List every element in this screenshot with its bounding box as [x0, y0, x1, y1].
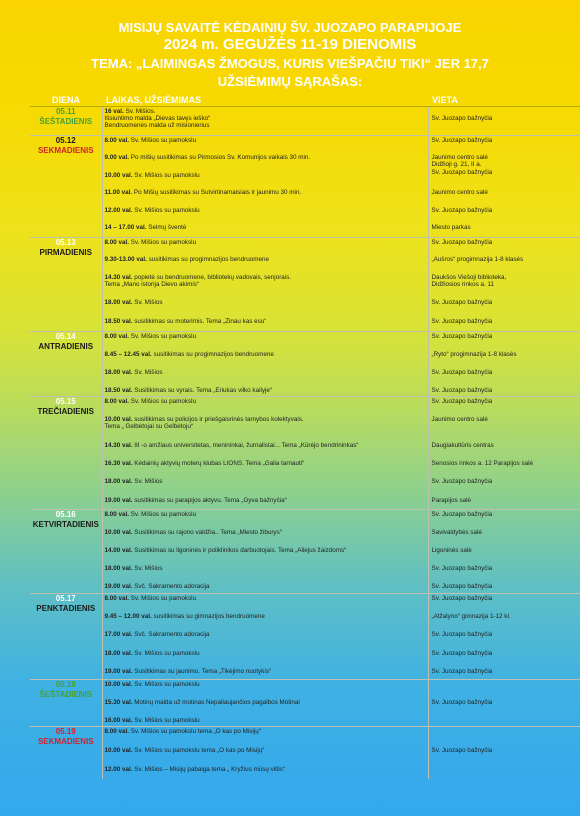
- venue-cell: [428, 727, 580, 780]
- activity-text: susitikimas su progimnazijos bendruomene: [148, 256, 270, 263]
- activity-time: 19.00 val.: [104, 497, 133, 504]
- activity-line: [103, 478, 163, 486]
- day-cell: [30, 510, 102, 594]
- activity-text: Šv. Mišios – Misijų pabaiga tema „ Kryžius mūsų viltis“: [134, 766, 285, 773]
- activity-text: susitikimas su gimnazijos bendruomene: [153, 613, 265, 620]
- activity-time: 16 val.: [104, 108, 124, 115]
- activity-text: Po Mišių susitikimas su Sutvirtinamaisiais ir jaunimu 30 min.: [133, 189, 302, 196]
- activity-cell: [102, 594, 428, 680]
- venue-text: Jaunimo centro salė: [431, 154, 488, 161]
- venue-text: Senosios rinkos a. 12 Parapijos salė: [431, 460, 534, 467]
- activity-line: [103, 631, 210, 639]
- day-date: 05.17: [55, 594, 76, 603]
- activity-cell: [102, 238, 428, 332]
- activity-line: [103, 766, 285, 774]
- activity-text: Išsiuntimo malda „Dievas tavęs ieško“: [104, 115, 211, 122]
- activity-line: [103, 224, 187, 232]
- activity-time: 8.45 – 12.45 val.: [104, 351, 152, 358]
- venue-text: Ligoninės salė: [431, 547, 472, 554]
- day-cell: [30, 397, 102, 510]
- activity-text: Susitikimas su rajono valdžia.. Tema „Miesto žiburys“: [134, 529, 282, 536]
- day-cell: [30, 727, 102, 780]
- activity-time: 8.00 val.: [104, 137, 130, 144]
- day-row: [30, 727, 580, 780]
- header-list-title: UŽSIĖMIMŲ SĄRAŠAS:: [217, 74, 363, 89]
- venue-cell: [428, 680, 580, 727]
- day-name: ŠEŠTADIENIS: [39, 690, 93, 699]
- activity-time: 19.00 val.: [104, 668, 133, 675]
- activity-time: 8.00 val.: [104, 239, 130, 246]
- activity-time: 8.00 val.: [104, 595, 130, 602]
- schedule-table: [30, 94, 580, 779]
- venue-text: Šv. Juozapo bažnyčia: [431, 478, 493, 485]
- activity-time: 9.45 – 12.00 val.: [104, 613, 152, 620]
- activity-time: 10.00 val.: [104, 747, 133, 754]
- activity-line: [103, 189, 302, 197]
- day-row: [30, 107, 580, 136]
- activity-cell: [102, 397, 428, 510]
- activity-text: Šv. Mišios su pamokslu: [130, 333, 197, 340]
- activity-time: 19.00 val.: [104, 583, 133, 590]
- activity-line: [103, 369, 163, 377]
- day-date: 05.12: [55, 136, 76, 145]
- activity-time: 14.30 val.: [104, 442, 133, 449]
- activity-time: 12.00 val.: [104, 207, 133, 214]
- venue-text: Didžioji g. 21, II a.: [431, 161, 482, 168]
- venue-text: Šv. Juozapo bažnyčia: [431, 511, 493, 518]
- venue-cell: [428, 594, 580, 680]
- venue-text: Daukšos Viešoji biblioteka,: [431, 274, 507, 281]
- day-name: SEKMADIENIS: [37, 146, 94, 155]
- activity-text: Šv. Mišios su pamokslu: [130, 595, 197, 602]
- venue-text: Šv. Juozapo bažnyčia: [431, 137, 493, 144]
- schedule-body: [30, 107, 580, 780]
- column-header-venue: VIETA: [428, 94, 580, 107]
- day-cell: [30, 107, 102, 136]
- venue-cell: [428, 107, 580, 136]
- column-header-activity: LAIKAS, UŽSIĖMIMAS: [102, 94, 428, 107]
- activity-text: Šv. Mišios su pamokslu: [130, 239, 197, 246]
- venue-text: Šv. Juozapo bažnyčia: [431, 299, 493, 306]
- activity-text: Šv. Mišios su pamokslu: [134, 650, 200, 657]
- activity-time: 17.00 val.: [104, 631, 133, 638]
- venue-text: Šv. Juozapo bažnyčia: [431, 239, 493, 246]
- venue-cell: [428, 136, 580, 238]
- venue-text: „Aušros“ progimnazija 1-8 klasės: [431, 256, 524, 263]
- activity-line: [103, 137, 197, 145]
- venue-text: Šv. Juozapo bažnyčia: [431, 699, 493, 706]
- venue-text: Savivaldybės salė: [431, 529, 482, 536]
- activity-time: 14 – 17.00 val.: [104, 224, 147, 231]
- day-name: KETVIRTADIENIS: [32, 520, 99, 529]
- venue-text: Miesto parkas: [431, 224, 471, 231]
- day-date: 05.11: [55, 107, 76, 116]
- day-name: ANTRADIENIS: [38, 342, 94, 351]
- activity-cell: [102, 136, 428, 238]
- day-cell: [30, 238, 102, 332]
- activity-text: Šv. Mišios su pamokslu: [134, 207, 200, 214]
- venue-text: Šv. Juozapo bažnyčia: [431, 387, 493, 394]
- activity-text: Šv. Mišios su pamokslu tema „O kas po Misijų“: [134, 747, 265, 754]
- activity-time: 14.00 val.: [104, 547, 133, 554]
- activity-time: 18.00 val.: [104, 565, 133, 572]
- day-date: 05.18: [55, 680, 76, 689]
- activity-line: [103, 460, 305, 468]
- day-name: TREČIADIENIS: [37, 407, 94, 416]
- activity-time: 8.00 val.: [104, 728, 130, 735]
- activity-line: [103, 154, 311, 162]
- activity-time: 10.00 val.: [104, 681, 133, 688]
- activity-line: [103, 547, 347, 555]
- activity-text: Šv. Mišios su pamokslu: [130, 398, 197, 405]
- day-row: [30, 238, 580, 332]
- day-date: 05.19: [55, 727, 76, 736]
- activity-text: Šv. Mišios.: [125, 108, 156, 115]
- activity-line: [103, 511, 197, 519]
- day-row: [30, 136, 580, 238]
- activity-time: 10.00 val.: [104, 416, 133, 423]
- activity-time: 18.50 val.: [104, 387, 133, 394]
- activity-line: [103, 172, 200, 180]
- venue-text: „Ryto“ progimnazija 1-8 klasės: [431, 351, 517, 358]
- venue-cell: [428, 332, 580, 397]
- venue-text: Šv. Juozapo bažnyčia: [431, 169, 493, 176]
- day-row: [30, 510, 580, 594]
- activity-line: [103, 595, 197, 603]
- activity-time: 9.30-13.00 val.: [104, 256, 147, 263]
- activity-text: Šv. Mišios su pamokslu: [130, 137, 197, 144]
- venue-text: Šv. Juozapo bažnyčia: [431, 650, 493, 657]
- activity-line: [103, 681, 200, 689]
- activity-text: Motinų malda už motinas Nepaliaujančios pagalbos Motinai: [134, 699, 300, 706]
- day-name: PIRMADIENIS: [39, 248, 92, 257]
- day-date: 05.14: [55, 332, 76, 341]
- activity-line: [103, 497, 287, 505]
- activity-line: [103, 122, 210, 130]
- venue-text: Didžiosios rinkos a. 11: [431, 281, 495, 288]
- day-cell: [30, 136, 102, 238]
- venue-text: Šv. Juozapo bažnyčia: [431, 747, 493, 754]
- day-date: 05.15: [55, 397, 76, 406]
- activity-time: 18.00 val.: [104, 299, 133, 306]
- activity-text: Bendruomenės malda už misionierius: [104, 122, 210, 129]
- venue-text: Šv. Juozapo bažnyčia: [431, 369, 493, 376]
- activity-text: Šeimų šventė: [148, 224, 187, 231]
- activity-line: [103, 668, 272, 676]
- venue-cell: [428, 397, 580, 510]
- activity-line: [103, 650, 200, 658]
- activity-time: 16.00 val.: [104, 717, 133, 724]
- activity-line: [103, 318, 267, 326]
- activity-time: 10.00 val.: [104, 172, 133, 179]
- venue-cell: [428, 510, 580, 594]
- activity-line: [103, 398, 197, 406]
- activity-text: Šv. Mišios su pamokslu: [134, 681, 200, 688]
- venue-text: Šv. Juozapo bažnyčia: [431, 398, 493, 405]
- activity-cell: [102, 510, 428, 594]
- activity-text: Susitikimas su jaunimu. Tema „Tikėjimo nuotykis“: [134, 668, 272, 675]
- activity-line: [103, 207, 200, 215]
- activity-time: 8.00 val.: [104, 511, 130, 518]
- activity-line: [103, 239, 197, 247]
- activity-line: [103, 529, 282, 537]
- activity-line: [103, 747, 265, 755]
- venue-text: Parapijos salė: [431, 497, 472, 504]
- day-cell: [30, 680, 102, 727]
- day-date: 05.13: [55, 238, 76, 247]
- activity-text: susitikimas su policijos ir priešgaisrinės tarnybos kolektyvais.: [134, 416, 304, 423]
- venue-text: Daugiakultūris centras: [431, 442, 494, 449]
- column-header-day: DIENA: [30, 94, 102, 107]
- activity-time: 10.00 val.: [104, 529, 133, 536]
- activity-line: [103, 613, 265, 621]
- venue-text: „Atžalyno“ gimnazija 1-12 kl.: [431, 613, 511, 620]
- day-row: [30, 397, 580, 510]
- activity-line: [103, 583, 210, 591]
- activity-text: Šv. Mišios su pamokslu: [134, 172, 200, 179]
- activity-time: 14.30 val.: [104, 274, 133, 281]
- venue-text: Šv. Juozapo bažnyčia: [431, 318, 493, 325]
- venue-text: Šv. Juozapo bažnyčia: [431, 333, 493, 340]
- activity-text: Šv. Mišios su pamokslu: [130, 511, 197, 518]
- venue-text: Šv. Juozapo bažnyčia: [431, 565, 493, 572]
- activity-text: Susitikimas su ligoninės ir poliklinikos darbuotojais. Tema „Aliejus žaizdoms“: [134, 547, 347, 554]
- day-name: ŠEŠTADIENIS: [39, 117, 93, 126]
- activity-line: [103, 728, 261, 736]
- venue-text: Šv. Juozapo bažnyčia: [431, 668, 493, 675]
- venue-text: Šv. Juozapo bažnyčia: [431, 631, 493, 638]
- activity-line: [103, 717, 200, 725]
- activity-time: 9.00 val.: [104, 154, 130, 161]
- activity-text: Šv. Mišios: [134, 478, 163, 485]
- activity-text: Švč. Sakramento adoracija: [134, 583, 210, 590]
- day-cell: [30, 332, 102, 397]
- activity-line: [103, 256, 270, 264]
- activity-text: Po mišių susitikimas su Pirmosios Šv. Komunijos vaikais 30 min.: [130, 154, 311, 161]
- activity-text: Šv. Mišios: [134, 299, 163, 306]
- venue-text: Šv. Juozapo bažnyčia: [431, 207, 493, 214]
- activity-cell: [102, 727, 428, 780]
- activity-text: Švč. Sakramento adoracija: [134, 631, 210, 638]
- header-dates: 2024 m. GEGUŽĖS 11-19 DIENOMIS: [163, 36, 417, 53]
- activity-text: Šv. Mišios su pamokslu: [134, 717, 200, 724]
- activity-time: 18.00 val.: [104, 369, 133, 376]
- venue-text: Jaunimo centro salė: [431, 416, 488, 423]
- activity-line: [103, 351, 274, 359]
- activity-text: III -o amžiaus universitetas, menininkai, žurnalistai... Tema „Kūrėjo bendrininkas“: [134, 442, 359, 449]
- activity-text: susitikimas su progimnazijos bendruomene: [153, 351, 274, 358]
- activity-time: 8.00 val.: [104, 398, 130, 405]
- activity-text: popietė su bendruomene, bibliotekų vadovais, senjorais.: [134, 274, 292, 281]
- activity-text: Tema „ Gelbėtojai su Gelbėtoju“: [104, 423, 194, 430]
- activity-line: [103, 565, 163, 573]
- day-row: [30, 680, 580, 727]
- day-name: SEKMADIENIS: [37, 737, 94, 746]
- venue-text: Šv. Juozapo bažnyčia: [431, 595, 493, 602]
- activity-line: [103, 281, 199, 289]
- day-name: PENKTADIENIS: [36, 604, 96, 613]
- activity-cell: [102, 680, 428, 727]
- activity-time: 12.00 val.: [104, 766, 133, 773]
- activity-cell: [102, 332, 428, 397]
- activity-text: Šv. Mišios: [134, 369, 163, 376]
- activity-text: Šv. Mišios: [134, 565, 163, 572]
- activity-text: Tema „Mano istorija Dievo akimis“: [104, 281, 199, 288]
- venue-cell: [428, 238, 580, 332]
- activity-line: [103, 387, 273, 395]
- activity-line: [103, 423, 194, 431]
- activity-text: Kėdainių aktyvių moterų klubas LIONS. Tema „Galia tarnauti“: [134, 460, 305, 467]
- schedule-header-row: [30, 94, 580, 107]
- venue-text: Jaunimo centro salė: [431, 189, 488, 196]
- header-title: MISIJŲ SAVAITĖ KĖDAINIŲ ŠV. JUOZAPO PARAPIJOJE: [118, 20, 462, 35]
- venue-text: Šv. Juozapo bažnyčia: [431, 583, 493, 590]
- activity-cell: [102, 107, 428, 136]
- activity-time: 11.00 val.: [104, 189, 133, 196]
- day-cell: [30, 594, 102, 680]
- venue-text: Šv. Juozapo bažnyčia: [431, 115, 493, 122]
- activity-line: [103, 333, 197, 341]
- activity-time: 18.00 val.: [104, 650, 133, 657]
- activity-time: 18.00 val.: [104, 478, 133, 485]
- day-row: [30, 594, 580, 680]
- day-row: [30, 332, 580, 397]
- activity-time: 16.30 val.: [104, 460, 133, 467]
- activity-text: susitikimas su parapijos aktyvu. Tema „Gyva bažnyčia“: [134, 497, 287, 504]
- header-theme: TEMA: „LAIMINGAS ŽMOGUS, KURIS VIEŠPAČIU TIKI“ JER 17,7: [91, 56, 489, 71]
- activity-text: Šv. Mišios su pamokslu tema „O kas po Misijų“: [130, 728, 261, 735]
- activity-text: Susitikimas su vyrais. Tema „Ėriukas vilko kailyje“: [134, 387, 273, 394]
- day-date: 05.16: [55, 510, 76, 519]
- activity-text: susitikimas su moterimis. Tema „Žinau kas esu“: [134, 318, 267, 325]
- activity-line: [103, 442, 359, 450]
- activity-time: 8.00 val.: [104, 333, 130, 340]
- activity-line: [103, 299, 163, 307]
- activity-line: [103, 699, 300, 707]
- activity-time: 15.30 val.: [104, 699, 133, 706]
- activity-time: 18.50 val.: [104, 318, 133, 325]
